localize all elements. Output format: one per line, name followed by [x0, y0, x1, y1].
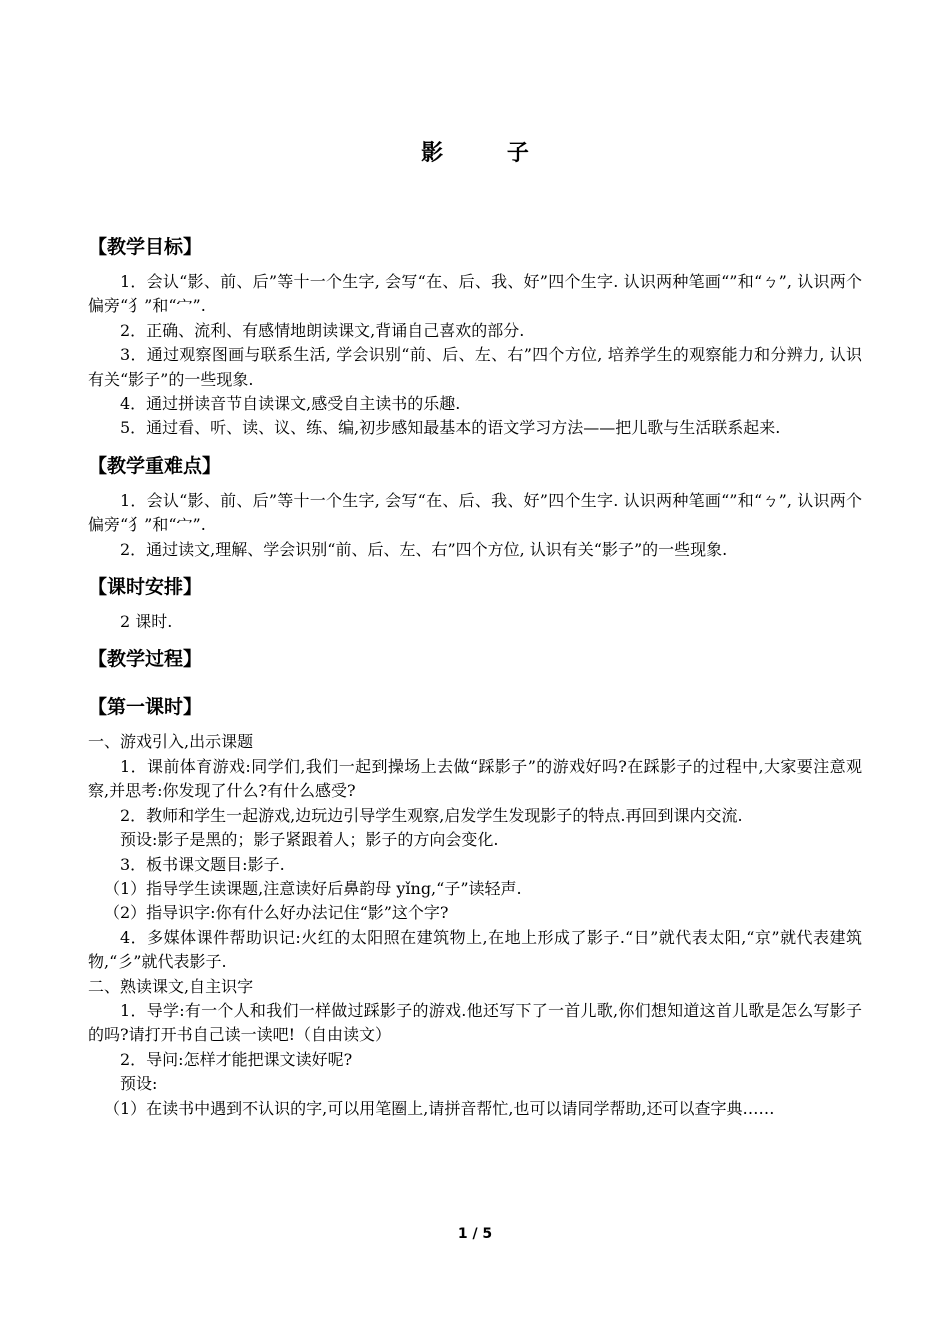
objective-item: 3．通过观察图画与联系生活, 学会识别“前、后、左、右”四个方位, 培养学生的观察能力和分辨力, 认识有关“影子”的一些现象. — [88, 345, 862, 389]
heading-lesson1: 【第一课时】 — [88, 696, 203, 719]
objective-item: 1．会认“影、前、后”等十一个生字, 会写“在、后、我、好”四个生字. 认识两种笔画“”和“ㄅ”, 认识两个偏旁“犭”和“宀”. — [88, 272, 862, 316]
lesson-paragraph: 1．课前体育游戏:同学们,我们一起到操场上去做“踩影子”的游戏好吗?在踩影子的过程中,大家要注意观察,并思考:你发现了什么?有什么感受? — [88, 756, 862, 801]
lesson-paragraph: 2．导问:怎样才能把课文读好呢? — [120, 1049, 353, 1069]
lesson-subitem: （2）指导识字:你有什么好办法记住“影”这个字? — [104, 903, 449, 923]
lesson-subitem: （1）在读书中遇到不认识的字,可以用笔圈上,请拼音帮忙,也可以请同学帮助,还可以查字典…… — [104, 1098, 775, 1118]
lesson-subitem: （1）指导学生读课题,注意读好后鼻韵母 yǐng,“子”读轻声. — [104, 878, 522, 898]
part1-title: 一、游戏引入,出示课题 — [88, 732, 254, 752]
objective-item: 4．通过拼读音节自读课文,感受自主读书的乐趣. — [120, 394, 461, 414]
lesson-paragraph: 预设: — [120, 1074, 158, 1094]
heading-schedule: 【课时安排】 — [88, 576, 203, 599]
keypoint-item: 2．通过读文,理解、学会识别“前、后、左、右”四个方位, 认识有关“影子”的一些现象. — [120, 539, 728, 559]
lesson-paragraph: 2．教师和学生一起游戏,边玩边引导学生观察,启发学生发现影子的特点.再回到课内交流. — [120, 805, 743, 825]
lesson-paragraph: 预设:影子是黑的；影子紧跟着人；影子的方向会变化. — [120, 830, 499, 850]
lesson-paragraph: 4．多媒体课件帮助识记:火红的太阳照在建筑物上,在地上形成了影子.“日”就代表太阳,“京”就代表建筑物,“彡”就代表影子. — [88, 927, 862, 972]
part2-title: 二、熟读课文,自主识字 — [88, 976, 254, 996]
schedule-text: 2 课时. — [120, 612, 173, 632]
objective-item: 2．正确、流利、有感情地朗读课文,背诵自己喜欢的部分. — [120, 320, 525, 340]
heading-keypoints: 【教学重难点】 — [88, 454, 222, 477]
document-title: 影 子 — [421, 141, 557, 166]
lesson-paragraph: 1．导学:有一个人和我们一样做过踩影子的游戏.他还写下了一首儿歌,你们想知道这首儿歌是怎么写影子的吗?请打开书自己读一读吧!（自由读文） — [88, 1000, 862, 1045]
keypoint-item: 1．会认“影、前、后”等十一个生字, 会写“在、后、我、好”四个生字. 认识两种笔画“”和“ㄅ”, 认识两个偏旁“犭”和“宀”. — [88, 490, 862, 535]
document-body — [88, 232, 862, 1121]
heading-process: 【教学过程】 — [88, 648, 203, 671]
objective-item: 5．通过看、听、读、议、练、编,初步感知最基本的语文学习方法——把儿歌与生活联系起来. — [120, 418, 781, 438]
page-number: 1 / 5 — [457, 1226, 493, 1242]
lesson-paragraph: 3．板书课文题目:影子. — [120, 854, 285, 874]
heading-objectives: 【教学目标】 — [88, 236, 203, 258]
